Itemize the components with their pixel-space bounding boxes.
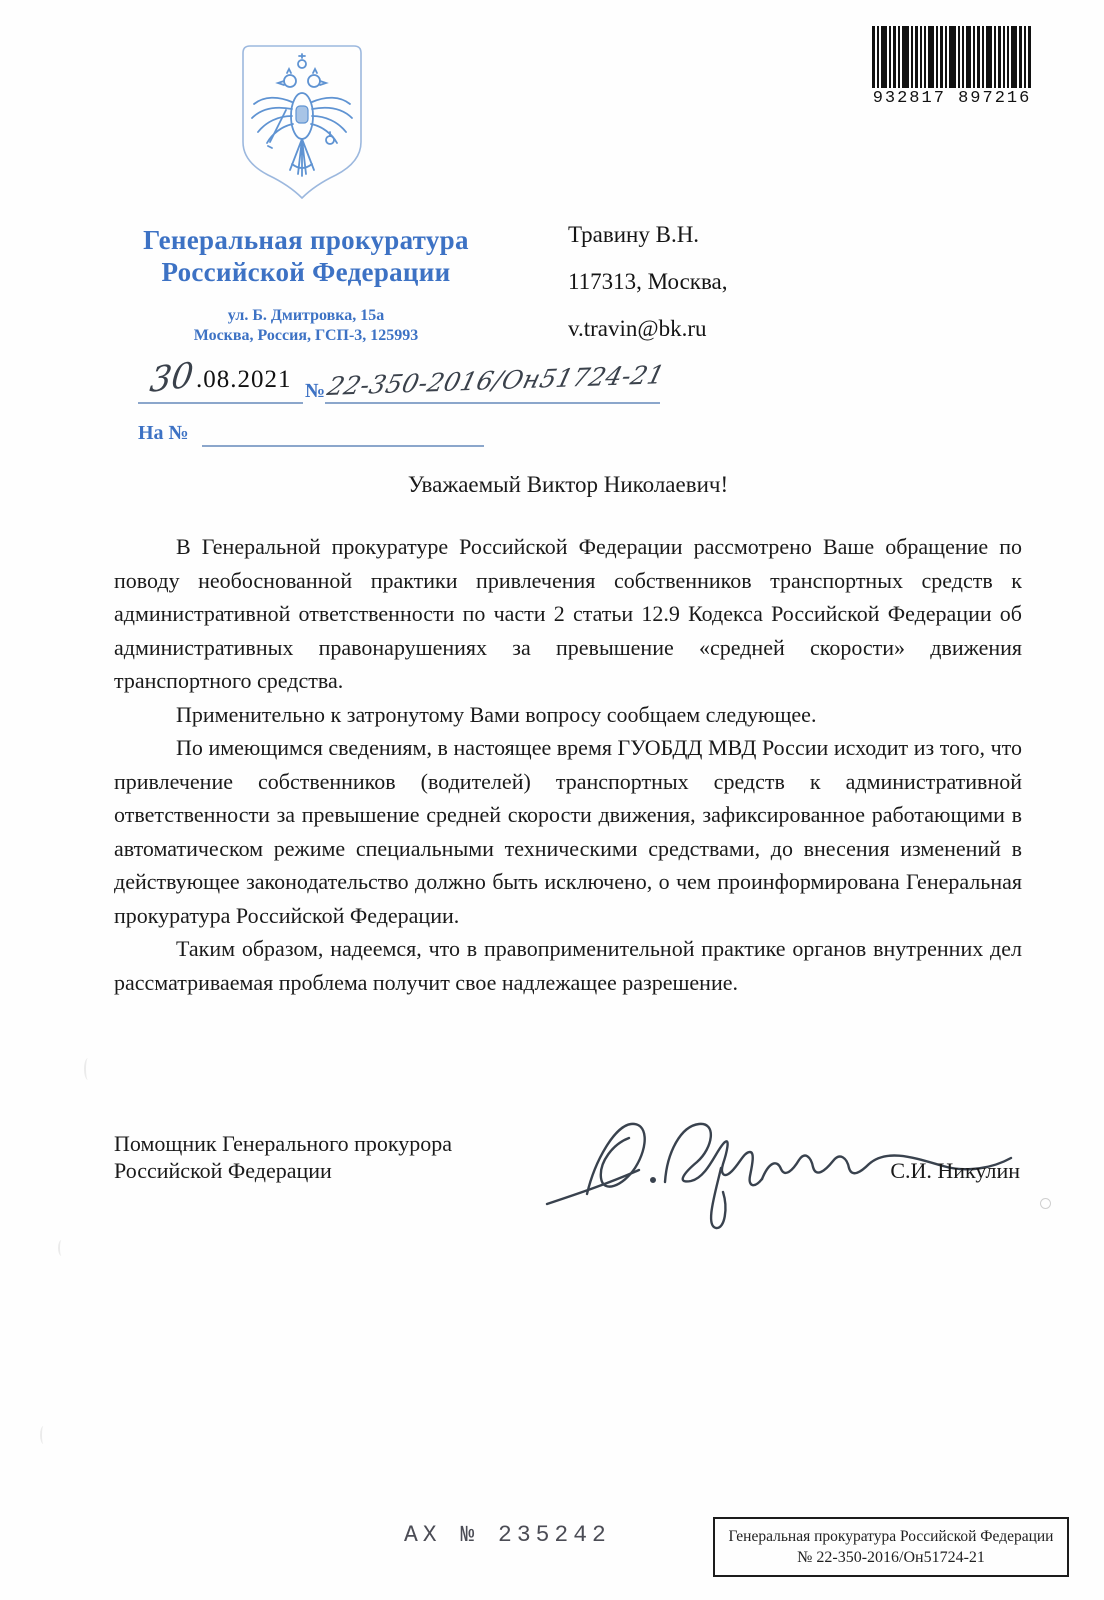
signer-name: С.И. Никулин: [890, 1158, 1020, 1183]
postal-barcode: [872, 26, 1032, 108]
paragraph-2: Применительно к затронутому Вами вопросу сообщаем следующее.: [176, 701, 817, 727]
letter-body: [114, 530, 1022, 999]
coat-of-arms-icon: [240, 44, 364, 202]
paragraph-3: По имеющимся сведениям, в настоящее время ГУОБДД МВД России исходит из того, что привлечение собственников (водителей) транспортных средств к административной ответственности за превышение средней скорости движения, зафиксированное работающими в автоматическом режиме специальными техническими средствами, до внесения изменений в действующее законодательство должно быть исключено, о чем проинформирована Генеральная прокуратура Российской Федерации.: [114, 735, 1022, 928]
org-name-line1: Генеральная прокуратура: [143, 225, 469, 255]
barcode-bars: [872, 26, 1032, 88]
paragraph-4: Таким образом, надеемся, что в правоприменительной практике органов внутренних дел рассматриваемая проблема получит свое надлежащее разрешение.: [114, 936, 1022, 995]
paragraph-1: В Генеральной прокуратуре Российской Федерации рассмотрено Ваше обращение по поводу необоснованной практики привлечения собственников транспортных средств к административной ответственности по части 2 статьи 12.9 Кодекса Российской Федерации об административных правонарушениях за превышение «средней скорости» движения транспортного средства.: [114, 534, 1022, 693]
date-typed: .08.2021: [196, 366, 292, 393]
scan-artifact: [84, 1058, 92, 1080]
org-name-line2: Российской Федерации: [161, 257, 451, 287]
signer-title-line2: Российской Федерации: [114, 1158, 332, 1183]
registration-stamp: [713, 1517, 1069, 1577]
date-day-handwritten: 30: [147, 354, 196, 402]
scan-artifact: [1040, 1198, 1051, 1209]
org-address-line2: Москва, Россия, ГСП-3, 125993: [193, 327, 419, 344]
stamp-org-name: Генеральная прокуратура Российской Федерации: [728, 1528, 1054, 1545]
recipient-block: [568, 222, 728, 363]
number-underline: [325, 402, 660, 404]
scan-artifact: [40, 1426, 47, 1444]
number-sign-label: №: [305, 380, 326, 402]
recipient-name: Травину В.Н.: [568, 222, 700, 247]
date-underline: [138, 402, 303, 404]
signer-title: [114, 1130, 452, 1184]
outgoing-number-handwritten: 22-350-2016/Он51724-21: [324, 359, 668, 402]
recipient-email: v.travin@bk.ru: [568, 316, 707, 341]
signer-title-line1: Помощник Генерального прокурора: [114, 1131, 453, 1156]
org-address-line1: ул. Б. Дмитровка, 15а: [227, 307, 385, 324]
registry-number: АХ № 235242: [404, 1522, 611, 1548]
recipient-address: 117313, Москва,: [568, 269, 728, 294]
scan-artifact: [58, 1240, 65, 1256]
reply-to-underline: [202, 445, 484, 447]
reply-to-label: На №: [138, 422, 189, 444]
barcode-digits: 932817 897216: [872, 89, 1032, 108]
salutation: Уважаемый Виктор Николаевич!: [407, 472, 729, 497]
letterhead: [96, 224, 516, 346]
stamp-number: № 22-350-2016/Он51724-21: [797, 1549, 985, 1566]
